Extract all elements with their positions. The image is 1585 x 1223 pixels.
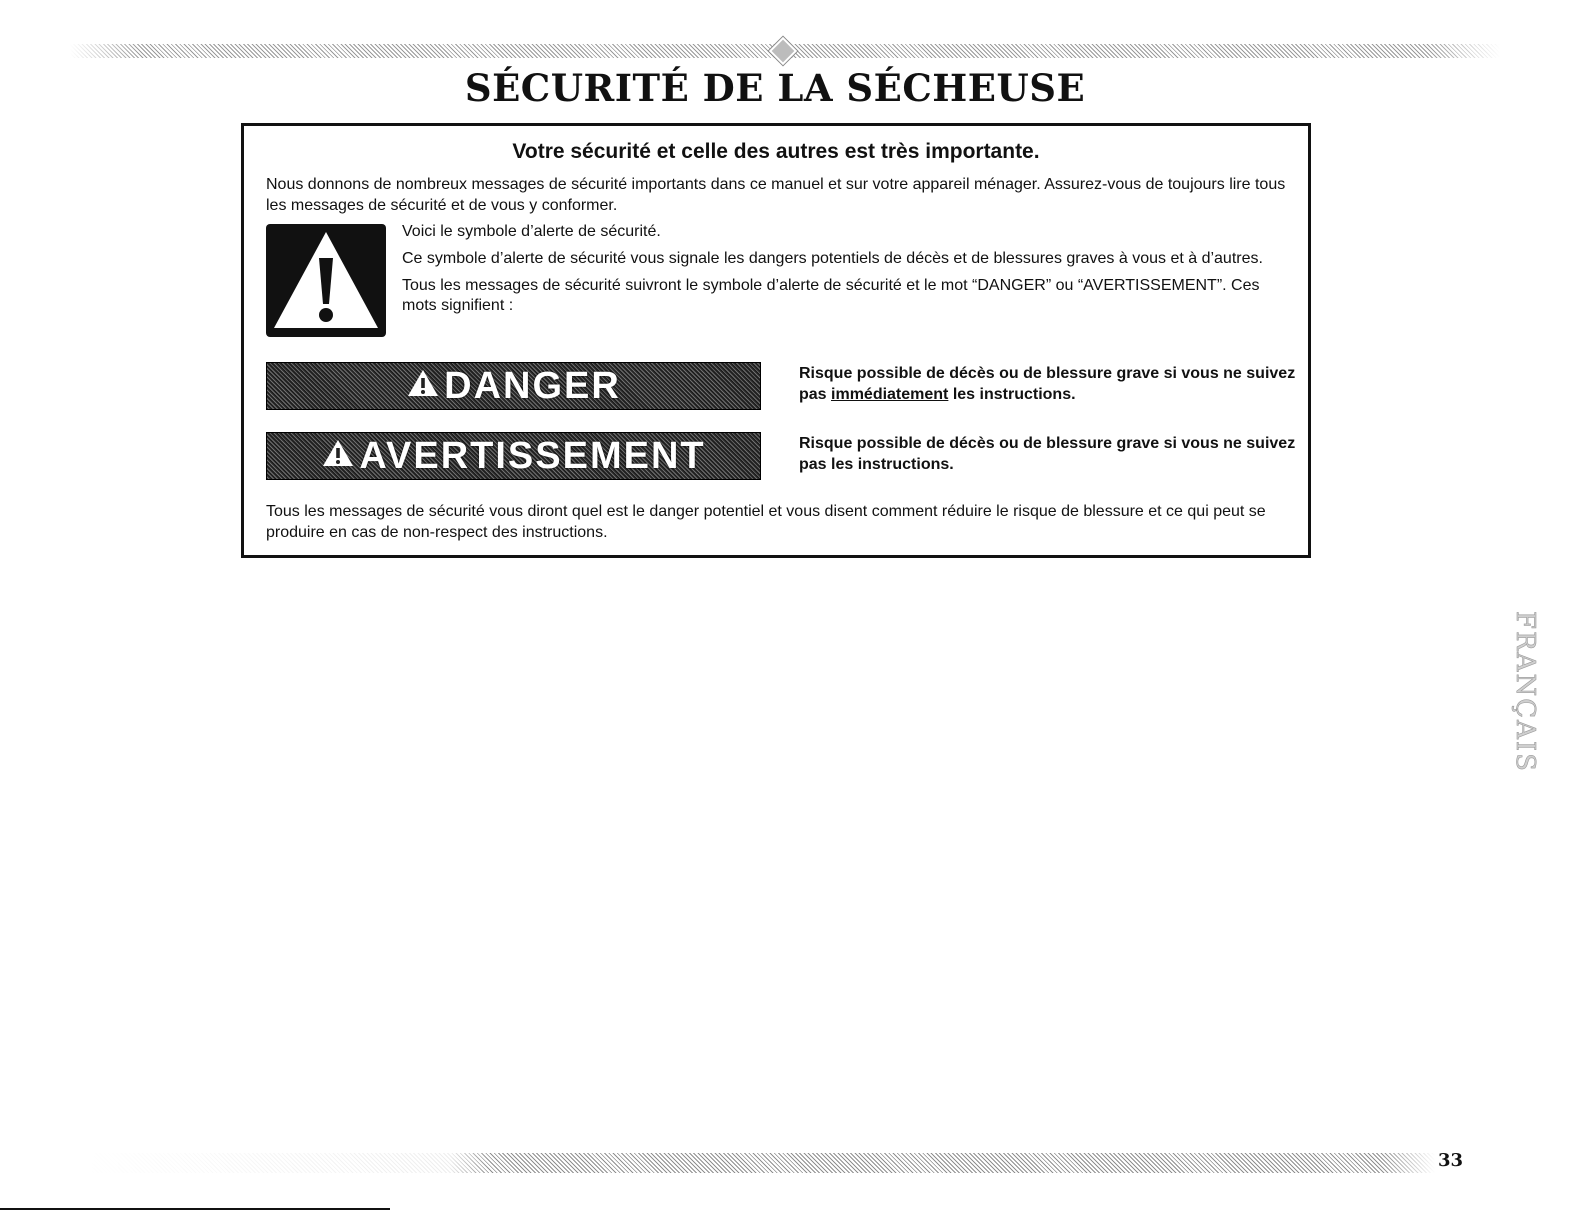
warning-banner bbox=[266, 432, 761, 480]
outro-paragraph: Tous les messages de sécurité vous diront quel est le danger potentiel et vous disent comment réduire le risque de blessure et ce qui peut se produire en cas de non-respect des instructions. bbox=[266, 503, 1266, 541]
diamond-ornament-icon bbox=[769, 37, 797, 65]
footer-line bbox=[0, 1208, 390, 1210]
page-number: 33 bbox=[1438, 1150, 1464, 1171]
symbol-line: Ce symbole d’alerte de sécurité vous signale les dangers potentiels de décès et de blessures graves à vous et à d’autres. bbox=[402, 250, 1263, 267]
warning-word: AVERTISSEMENT bbox=[359, 434, 706, 477]
symbol-line: Voici le symbole d’alerte de sécurité. bbox=[402, 223, 661, 240]
alert-triangle-icon bbox=[406, 365, 440, 408]
language-side-label: FRANÇAIS bbox=[1510, 611, 1540, 773]
intro-paragraph: Nous donnons de nombreux messages de sécurité importants dans ce manuel et sur votre appareil ménager. Assurez-vous de toujours lire tous les messages de sécurité et de vous y conformer. bbox=[266, 176, 1286, 214]
warning-triangle-icon bbox=[266, 224, 386, 337]
page-title: SÉCURITÉ DE LA SÉCHEUSE bbox=[464, 66, 1086, 110]
danger-description bbox=[799, 363, 1299, 405]
danger-word: DANGER bbox=[444, 364, 621, 407]
symbol-line: Tous les messages de sécurité suivront le symbole d’alerte de sécurité et le mot “DANGER” ou “AVERTISSEMENT”. Ces mots signifient : bbox=[402, 277, 1260, 314]
bottom-rule-fade bbox=[85, 1153, 1435, 1173]
safety-box bbox=[241, 123, 1311, 558]
danger-banner bbox=[266, 362, 761, 410]
danger-desc-emphasis: immédiatement bbox=[831, 386, 949, 403]
symbol-explanation bbox=[402, 222, 1282, 323]
warning-description: Risque possible de décès ou de blessure grave si vous ne suivez pas les instructions. bbox=[799, 435, 1296, 473]
danger-desc-text-end: les instructions. bbox=[948, 386, 1076, 403]
safety-heading: Votre sécurité et celle des autres est très importante. bbox=[512, 140, 1040, 163]
alert-triangle-icon bbox=[321, 435, 355, 478]
danger-desc-text: Risque possible de décès ou de blessure grave si vous ne suivez pas bbox=[799, 365, 1296, 403]
